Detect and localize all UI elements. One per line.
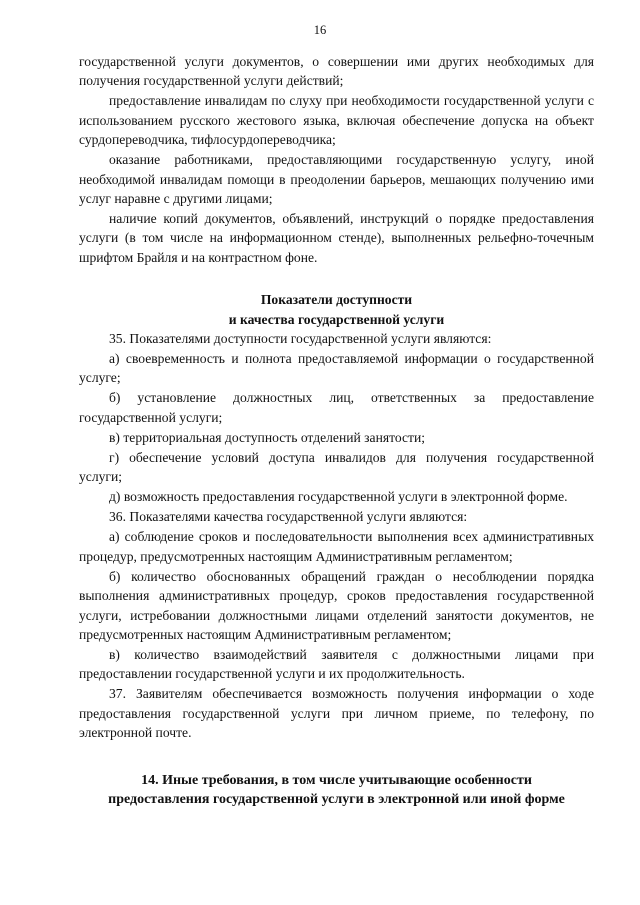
paragraph-item-35e: д) возможность предоставления государственной услуги в электронной форме. [109,489,568,505]
paragraph-item-36a: а) соблюдение сроков и последовательности выполнения всех административных процедур, предусмотренных настоящим Административным регламентом; [79,529,594,564]
paragraph-item-35d: г) обеспечение условий доступа инвалидов для получения государственной услуги; [79,449,594,485]
paragraph-continuation: государственной услуги документов, о совершении ими других необходимых для получения государственной услуги действий; [79,54,594,89]
paragraph-braille: наличие копий документов, объявлений, инструкций о порядке предоставления услуги (в том числе на информационном стенде), выполненных рельефно-точечным шрифтом Брайля и на контрастном фоне. [79,211,594,265]
paragraph-item-35a: а) своевременность и полнота предоставляемой информации о государственной услуге; [79,351,594,386]
heading-section-14-line1: 14. Иные требования, в том числе учитывающие особенности [141,772,532,788]
page-number: 16 [313,23,327,37]
paragraph-item-36b: б) количество обоснованных обращений граждан о несоблюдении порядка выполнения административных процедур, сроков предоставления государственной услуги, истребовании должностными лицами отделений занятости документов, не предусмотренных настоящим Административным регламентом; [79,568,594,642]
paragraph-item-36c: в) количество взаимодействий заявителя с должностными лицами при предоставлении государственной услуги и их продолжительность. [79,646,594,682]
paragraph-item-35b: б) установление должностных лиц, ответственных за предоставление государственной услуги; [79,390,594,425]
heading-accessibility-line2: и качества государственной услуги [228,311,445,327]
paragraph-item-37: 37. Заявителям обеспечивается возможность получения информации о ходе предоставления государственной услуги при личном приеме, по телефону, по электронной почте. [79,686,594,741]
paragraph-item-35c: в) территориальная доступность отделений занятости; [109,429,426,445]
heading-accessibility-line1: Показатели доступности [260,292,413,308]
paragraph-item-35: 35. Показателями доступности государственной услуги являются: [109,331,492,347]
heading-section-14 [79,771,594,810]
document-body [79,52,594,809]
heading-accessibility [79,290,594,329]
paragraph-item-36: 36. Показателями качества государственной услуги являются: [109,509,468,525]
paragraph-sign-language: предоставление инвалидам по слуху при необходимости государственной услуги с использованием русского жестового языка, включая обеспечение допуска на объект сурдопереводчика, тифлосурдопереводчика; [79,93,594,148]
heading-section-14-line2: предоставления государственной услуги в электронной или иной форме [108,791,565,807]
paragraph-assistance: оказание работниками, предоставляющими государственную услугу, иной необходимой инвалидам помощи в преодолении барьеров, мешающих получению ими услуг наравне с другими лицами; [79,152,594,207]
